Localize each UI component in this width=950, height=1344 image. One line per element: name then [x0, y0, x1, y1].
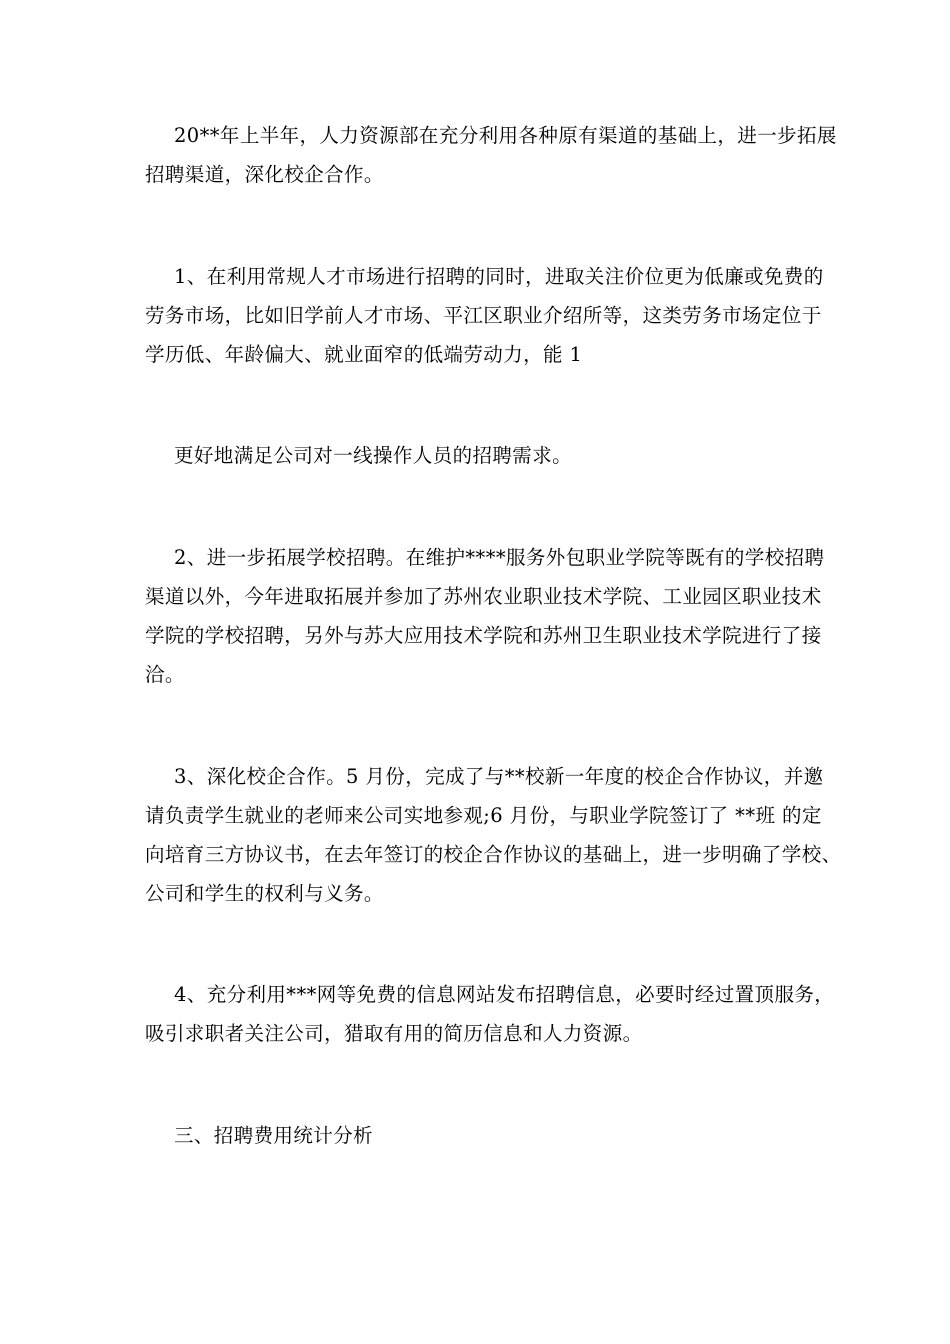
text-line: 吸引求职者关注公司，猎取有用的简历信息和人力资源。 [145, 1022, 643, 1045]
text-line: 向培育三方协议书，在去年签订的校企合作协议的基础上，进一步明确了学校、 [145, 843, 842, 866]
text-line: 公司和学生的权利与义务。 [145, 882, 384, 905]
paragraph-item-4 [145, 975, 835, 1053]
paragraph-item-2 [145, 538, 825, 694]
paragraph-item-1 [145, 257, 824, 374]
text-line: 请负责学生就业的老师来公司实地参观;6 月份，与职业学院签订了 **班 的定 [145, 804, 822, 827]
text-line: 学历低、年龄偏大、就业面窄的低端劳动力，能 1 [145, 343, 583, 366]
heading-text: 三、招聘费用统计分析 [174, 1124, 374, 1147]
text-line: 招聘渠道，深化校企合作。 [145, 163, 384, 186]
text-line: 劳务市场，比如旧学前人才市场、平江区职业介绍所等，这类劳务市场定位于 [145, 304, 822, 327]
text-line: 1、在利用常规人才市场进行招聘的同时，进取关注价位更为低廉或免费的 [174, 265, 824, 288]
section-heading-recruitment-cost-analysis [145, 1116, 811, 1155]
text-line: 洽。 [145, 663, 185, 686]
paragraph-recruitment-overview [145, 116, 837, 194]
paragraph-item-3 [145, 757, 842, 913]
text-line: 20**年上半年，人力资源部在充分利用各种原有渠道的基础上，进一步拓展 [174, 124, 837, 147]
text-line: 更好地满足公司对一线操作人员的招聘需求。 [174, 444, 573, 467]
text-line: 2、进一步拓展学校招聘。在维护****服务外包职业学院等既有的学校招聘 [174, 546, 825, 569]
text-line: 4、充分利用***网等免费的信息网站发布招聘信息，必要时经过置顶服务， [174, 983, 835, 1006]
paragraph-item-1-continued [145, 436, 811, 475]
text-line: 3、深化校企合作。5 月份，完成了与**校新一年度的校企合作协议，并邀 [174, 765, 824, 788]
text-line: 学院的学校招聘，另外与苏大应用技术学院和苏州卫生职业技术学院进行了接 [145, 624, 822, 647]
text-line: 渠道以外，今年进取拓展并参加了苏州农业职业技术学院、工业园区职业技术 [145, 585, 822, 608]
